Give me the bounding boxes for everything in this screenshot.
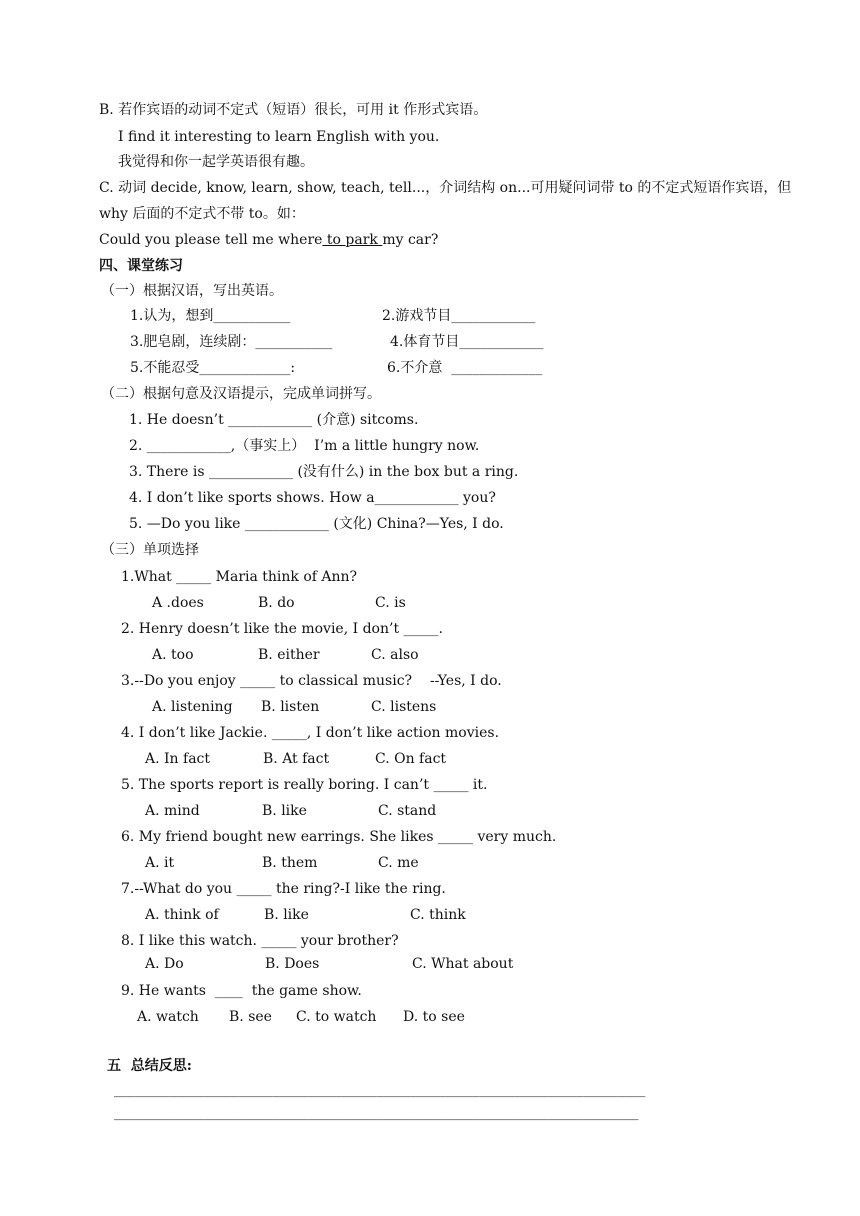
part2-title: （二）根据句意及汉语提示，完成单词拼写。 [101,386,381,402]
part2-item: 5. —Do you like ____________ (文化) China?—Yes, I do. [129,516,504,532]
part1-item: 2.游戏节目____________ [382,308,536,324]
option: D. to see [403,1009,465,1025]
option: B. Does [265,956,320,972]
part2-item: 4. I don’t like sports shows. How a____________ you? [129,490,496,506]
question-5: 5. The sports report is really boring. I can’t _____ it. [121,777,488,793]
grammar-rule-c-line2: why 后面的不定式不带 to。如： [99,206,305,222]
question-1: 1.What _____ Maria think of Ann? [121,569,358,585]
option: A. mind [145,803,200,819]
option: C. to watch [296,1009,377,1025]
option: C. listens [371,699,437,715]
part1-item: 3.肥皂剧，连续剧：___________ [130,334,333,350]
question-9: 9. He wants ____ the game show. [121,983,362,999]
grammar-example-c [99,233,438,247]
grammar-example-b-cn: 我觉得和你一起学英语很有趣。 [118,154,314,170]
option: A .does [152,595,204,611]
part1-item: 4.体育节目____________ [390,334,544,350]
question-3: 3.--Do you enjoy _____ to classical music? --Yes, I do. [121,673,502,689]
part2-item: 2. ____________,（事实上） I’m a little hungry now. [129,438,480,454]
question-6: 6. My friend bought new earrings. She likes _____ very much. [121,829,557,845]
part1-item: 1.认为，想到___________ [130,308,291,324]
option: C. think [410,907,466,923]
reflection-line: ____________________________________________________________________________ [114,1105,639,1121]
option: C. What about [412,956,514,972]
option: A. too [152,647,194,663]
question-2: 2. Henry doesn’t like the movie, I don’t _____. [121,621,443,637]
option: C. also [371,647,419,663]
grammar-rule-b: B. 若作宾语的动词不定式（短语）很长，可用 it 作形式宾语。 [99,102,488,118]
option: C. stand [378,803,437,819]
option: A. Do [145,956,184,972]
option: B. listen [261,699,320,715]
option: A. In fact [145,751,211,767]
grammar-example-c-underlined: to park [322,232,383,248]
option: B. see [229,1009,272,1025]
option: B. like [264,907,309,923]
part2-item: 1. He doesn’t ____________ (介意) sitcoms. [129,412,419,428]
practice-heading: 四、课堂练习 [99,258,183,274]
question-4: 4. I don’t like Jackie. _____, I don’t like action movies. [121,725,500,741]
grammar-example-b-en: I find it interesting to learn English with you. [118,129,440,145]
question-7: 7.--What do you _____ the ring?-I like the ring. [121,881,446,897]
grammar-rule-c-line1: C. 动词 decide, know, learn, show, teach, tell...，介词结构 on...可用疑问词带 to 的不定式短语作宾语，但 [99,180,792,196]
option: B. like [262,803,307,819]
part1-item: 5.不能忍受_____________: [130,360,296,376]
option: A. think of [145,907,219,923]
option: B. either [258,647,320,663]
option: B. At fact [263,751,330,767]
part3-title: （三）单项选择 [101,542,199,558]
option: C. me [378,855,419,871]
part1-title: （一）根据汉语，写出英语。 [101,283,283,299]
option: B. them [262,855,318,871]
grammar-example-c-pre: Could you please tell me where [99,232,323,248]
reflection-line: _____________________________________________________________________________ [114,1082,646,1098]
option: A. it [145,855,175,871]
option: C. is [375,595,406,611]
part2-item: 3. There is ____________ (没有什么) in the box but a ring. [129,464,519,480]
option: A. watch [137,1009,199,1025]
question-8: 8. I like this watch. _____ your brother? [121,933,399,949]
option: A. listening [152,699,233,715]
part1-item: 6.不介意 _____________ [387,360,543,376]
grammar-example-c-post: my car? [382,232,439,248]
option: B. do [258,595,295,611]
reflection-heading: 五 总结反思: [107,1058,192,1074]
option: C. On fact [375,751,447,767]
